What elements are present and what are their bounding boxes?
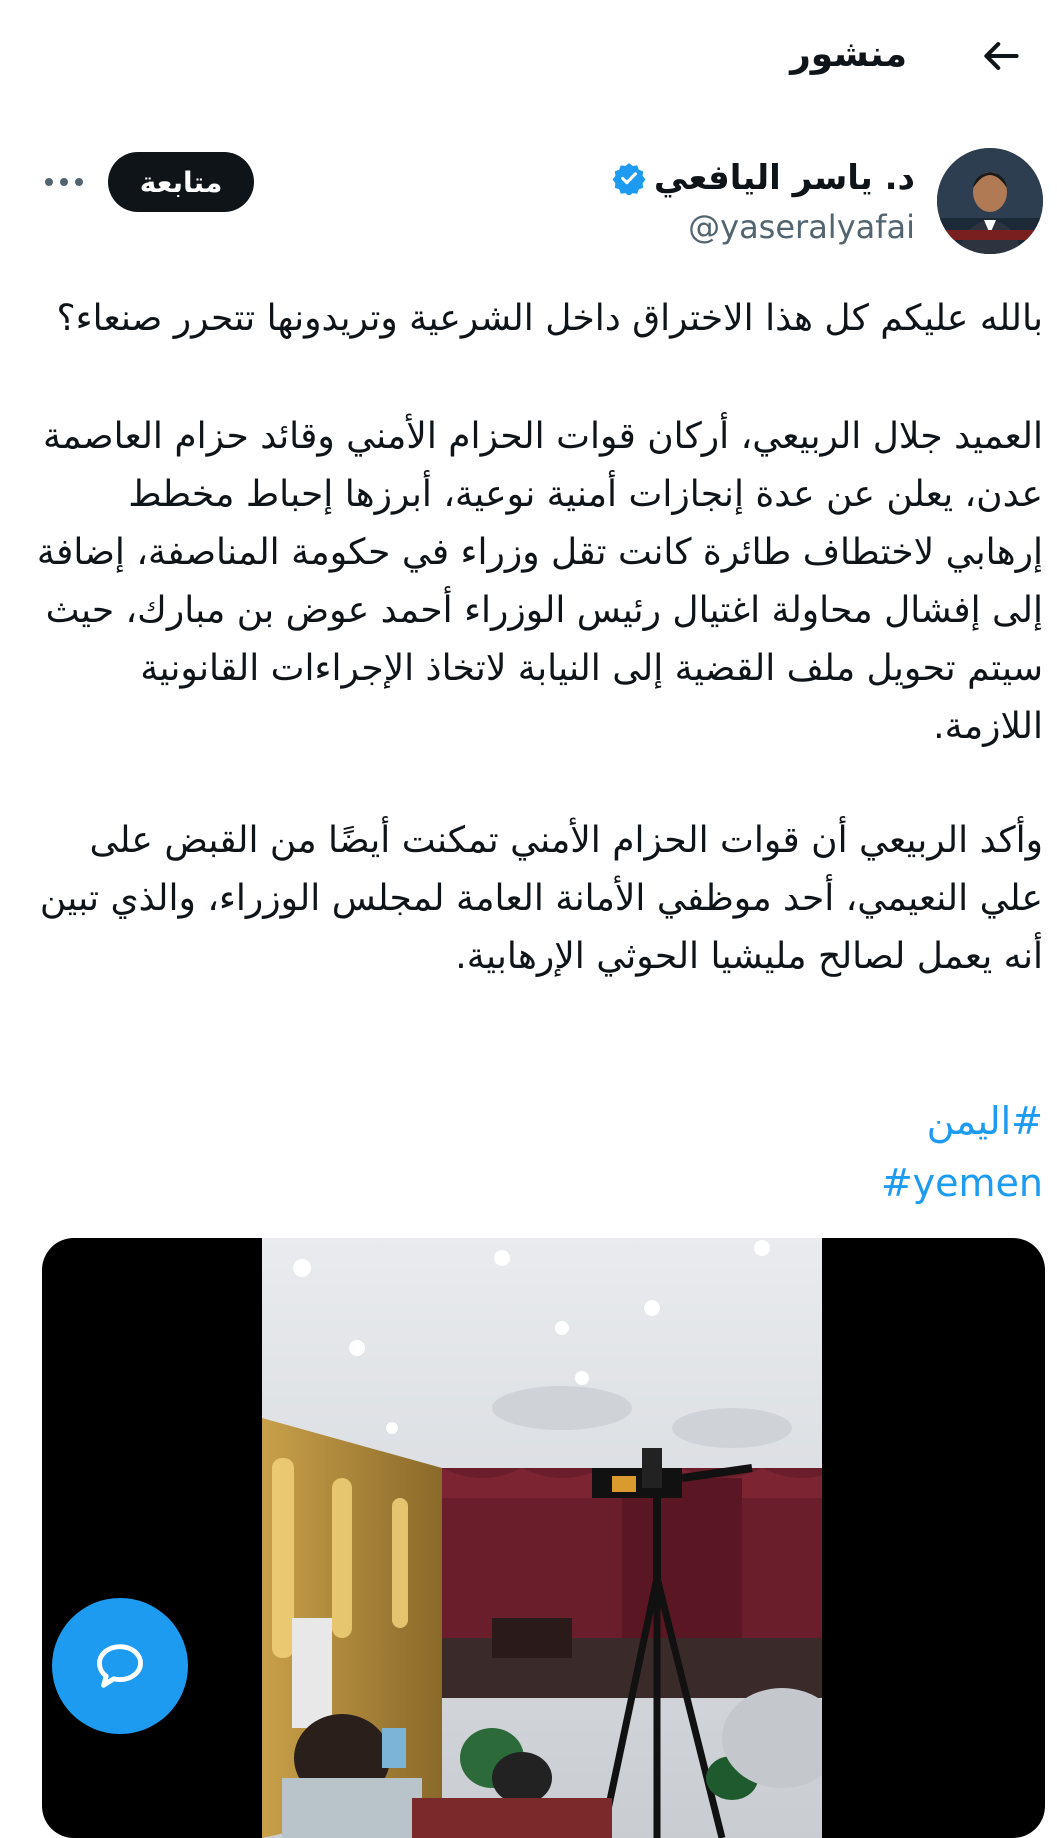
video-frame [262,1238,822,1838]
more-horizontal-icon [44,177,84,187]
more-button[interactable] [40,166,88,198]
author-handle[interactable]: @yaseralyafai [688,208,915,246]
back-button[interactable] [975,30,1027,82]
verified-badge-icon [612,161,646,195]
page-title: منشور [790,34,907,75]
tweet-paragraph-1: العميد جلال الربيعي، أركان قوات الحزام الأمني وقائد حزام العاصمة عدن، يعلن عن عدة إنجازات أمنية نوعية، أبرزها إحباط مخطط إرهابي لاختطاف طائرة كانت تقل وزراء في حكومة المناصفة، إضافة إلى إفشال محاولة اغتيال رئيس الوزراء أحمد عوض بن مبارك، حيث سيتم تحويل ملف القضية إلى النيابة لاتخاذ الإجراءات القانونية اللازمة. [36,416,1043,747]
hashtag-yemen[interactable]: #yemen [880,1161,1043,1205]
video-media[interactable] [42,1238,1045,1838]
video-thumbnail [262,1238,822,1838]
avatar[interactable] [937,148,1043,254]
follow-button[interactable]: متابعة [108,152,254,212]
hashtag-yemen-arabic[interactable]: #اليمن [926,1099,1043,1143]
reply-fab[interactable] [52,1598,188,1734]
tweet-text [33,290,1043,1042]
top-bar [0,0,1057,110]
tweet-paragraph-2: وأكد الربيعي أن قوات الحزام الأمني تمكنت أيضًا من القبض على علي النعيمي، أحد موظفي الأمانة العامة لمجلس الوزراء، والذي تبين أنه يعمل لصالح مليشيا الحوثي الإرهابية. [39,820,1043,977]
tweet-question: بالله عليكم كل هذا الاختراق داخل الشرعية وتريدونها تتحرر صنعاء؟ [56,298,1043,339]
author-name[interactable] [612,158,915,198]
hashtags [881,1090,1043,1214]
avatar-image [937,148,1043,254]
arrow-right-icon [979,34,1023,78]
display-name: د. ياسر اليافعي [653,158,915,198]
speech-bubble-icon [91,1637,149,1695]
